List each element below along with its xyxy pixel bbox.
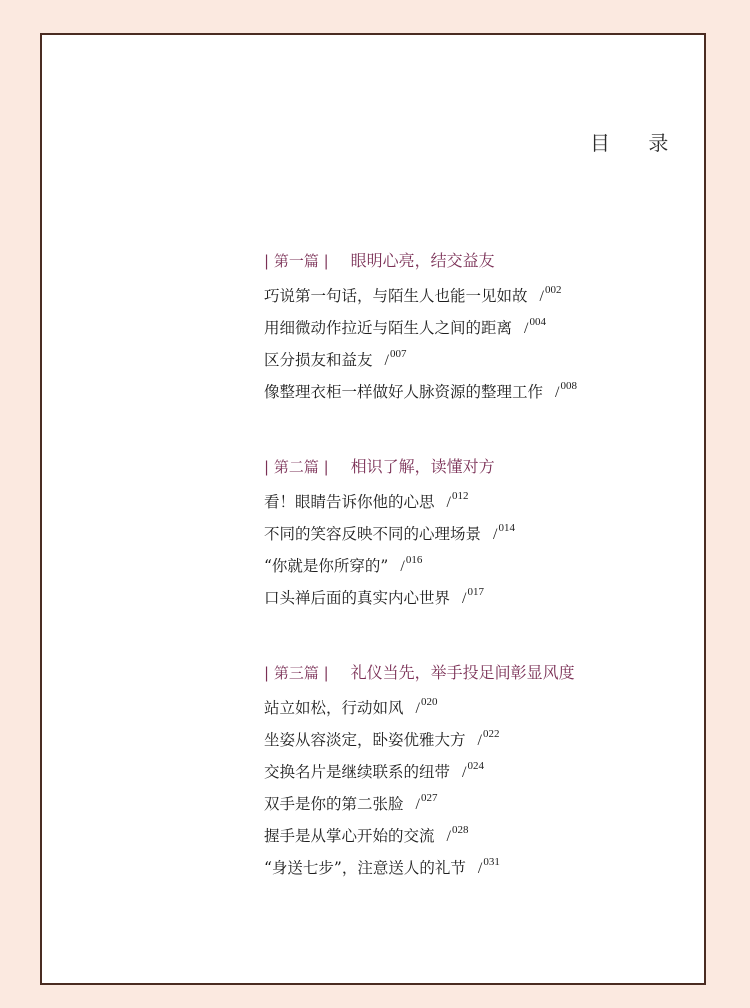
- entry-page-number: 014: [498, 522, 515, 534]
- entry-page-number: 008: [560, 380, 577, 392]
- section-title: 眼明心亮，结交益友: [350, 251, 495, 270]
- entry-page-number: 031: [483, 856, 500, 868]
- entry-separator: /: [493, 526, 498, 543]
- entry-page-number: 024: [467, 760, 484, 772]
- entry-page-number: 012: [451, 490, 469, 502]
- entry-page-number: 004: [529, 316, 546, 328]
- entry-title: 口头禅后面的真实内心世界: [264, 589, 451, 607]
- entry-title: 握手是从掌心开始的交流: [264, 827, 435, 845]
- toc-entry[interactable]: [264, 756, 684, 788]
- entry-separator: /: [462, 590, 467, 607]
- entry-separator: /: [384, 352, 389, 369]
- entry-page-number: 007: [389, 348, 407, 360]
- toc-entry[interactable]: [264, 486, 684, 518]
- entry-separator: /: [477, 860, 483, 877]
- entry-title: 交换名片是继续联系的纽带: [264, 763, 451, 781]
- section-heading: [264, 248, 684, 274]
- toc-section-3: [264, 660, 684, 884]
- entry-page-number: 027: [420, 792, 438, 804]
- page-title: 目 录: [590, 131, 685, 155]
- toc-section-1: [264, 248, 684, 408]
- entry-separator: /: [446, 828, 451, 845]
- entry-separator: /: [555, 384, 560, 401]
- entry-title: “你就是你所穿的”: [264, 557, 389, 575]
- toc-entry[interactable]: [264, 518, 684, 550]
- entry-title: “身送七步”，注意送人的礼节: [264, 859, 466, 877]
- section-heading: [264, 454, 684, 480]
- entry-title: 区分损友和益友: [264, 351, 373, 369]
- entry-separator: /: [477, 732, 482, 749]
- section-heading: [264, 660, 684, 686]
- entry-title: 看！眼睛告诉你他的心思: [264, 493, 435, 511]
- section-title: 相识了解，读懂对方: [350, 457, 495, 476]
- toc-entry[interactable]: [264, 344, 684, 376]
- toc-entry[interactable]: [264, 692, 684, 724]
- entry-title: 用细微动作拉近与陌生人之间的距离: [264, 319, 513, 337]
- entry-page-number: 017: [467, 586, 484, 598]
- entry-page-number: 028: [451, 824, 469, 836]
- entry-separator: /: [539, 288, 544, 305]
- entry-title: 双手是你的第二张脸: [264, 795, 404, 813]
- toc-entry[interactable]: [264, 582, 684, 614]
- entry-separator: /: [462, 764, 467, 781]
- entry-separator: /: [415, 796, 420, 813]
- entry-page-number: 022: [482, 728, 500, 740]
- toc-entry[interactable]: [264, 852, 684, 884]
- toc-section-2: [264, 454, 684, 614]
- section-label: | 第一篇 |: [264, 252, 329, 270]
- entry-separator: /: [524, 320, 529, 337]
- entry-title: 坐姿从容淡定，卧姿优雅大方: [264, 731, 466, 749]
- entry-page-number: 020: [420, 696, 438, 708]
- toc-entry[interactable]: [264, 376, 684, 408]
- toc-entry[interactable]: [264, 312, 684, 344]
- entry-title: 站立如松，行动如风: [264, 699, 404, 717]
- entry-separator: /: [446, 494, 451, 511]
- entry-title: 像整理衣柜一样做好人脉资源的整理工作: [264, 383, 544, 401]
- entry-page-number: 016: [405, 554, 423, 566]
- toc-entry[interactable]: [264, 280, 684, 312]
- entry-separator: /: [415, 700, 420, 717]
- toc-entry[interactable]: [264, 820, 684, 852]
- section-label: | 第二篇 |: [264, 458, 329, 476]
- toc-entry[interactable]: [264, 788, 684, 820]
- table-of-contents: [264, 248, 684, 884]
- section-title: 礼仪当先，举手投足间彰显风度: [350, 663, 575, 682]
- entry-separator: /: [400, 558, 405, 575]
- section-label: | 第三篇 |: [264, 664, 329, 682]
- entry-page-number: 002: [544, 284, 562, 296]
- book-page: [40, 33, 706, 985]
- entry-title: 不同的笑容反映不同的心理场景: [264, 525, 482, 543]
- entry-title: 巧说第一句话，与陌生人也能一见如故: [264, 287, 528, 305]
